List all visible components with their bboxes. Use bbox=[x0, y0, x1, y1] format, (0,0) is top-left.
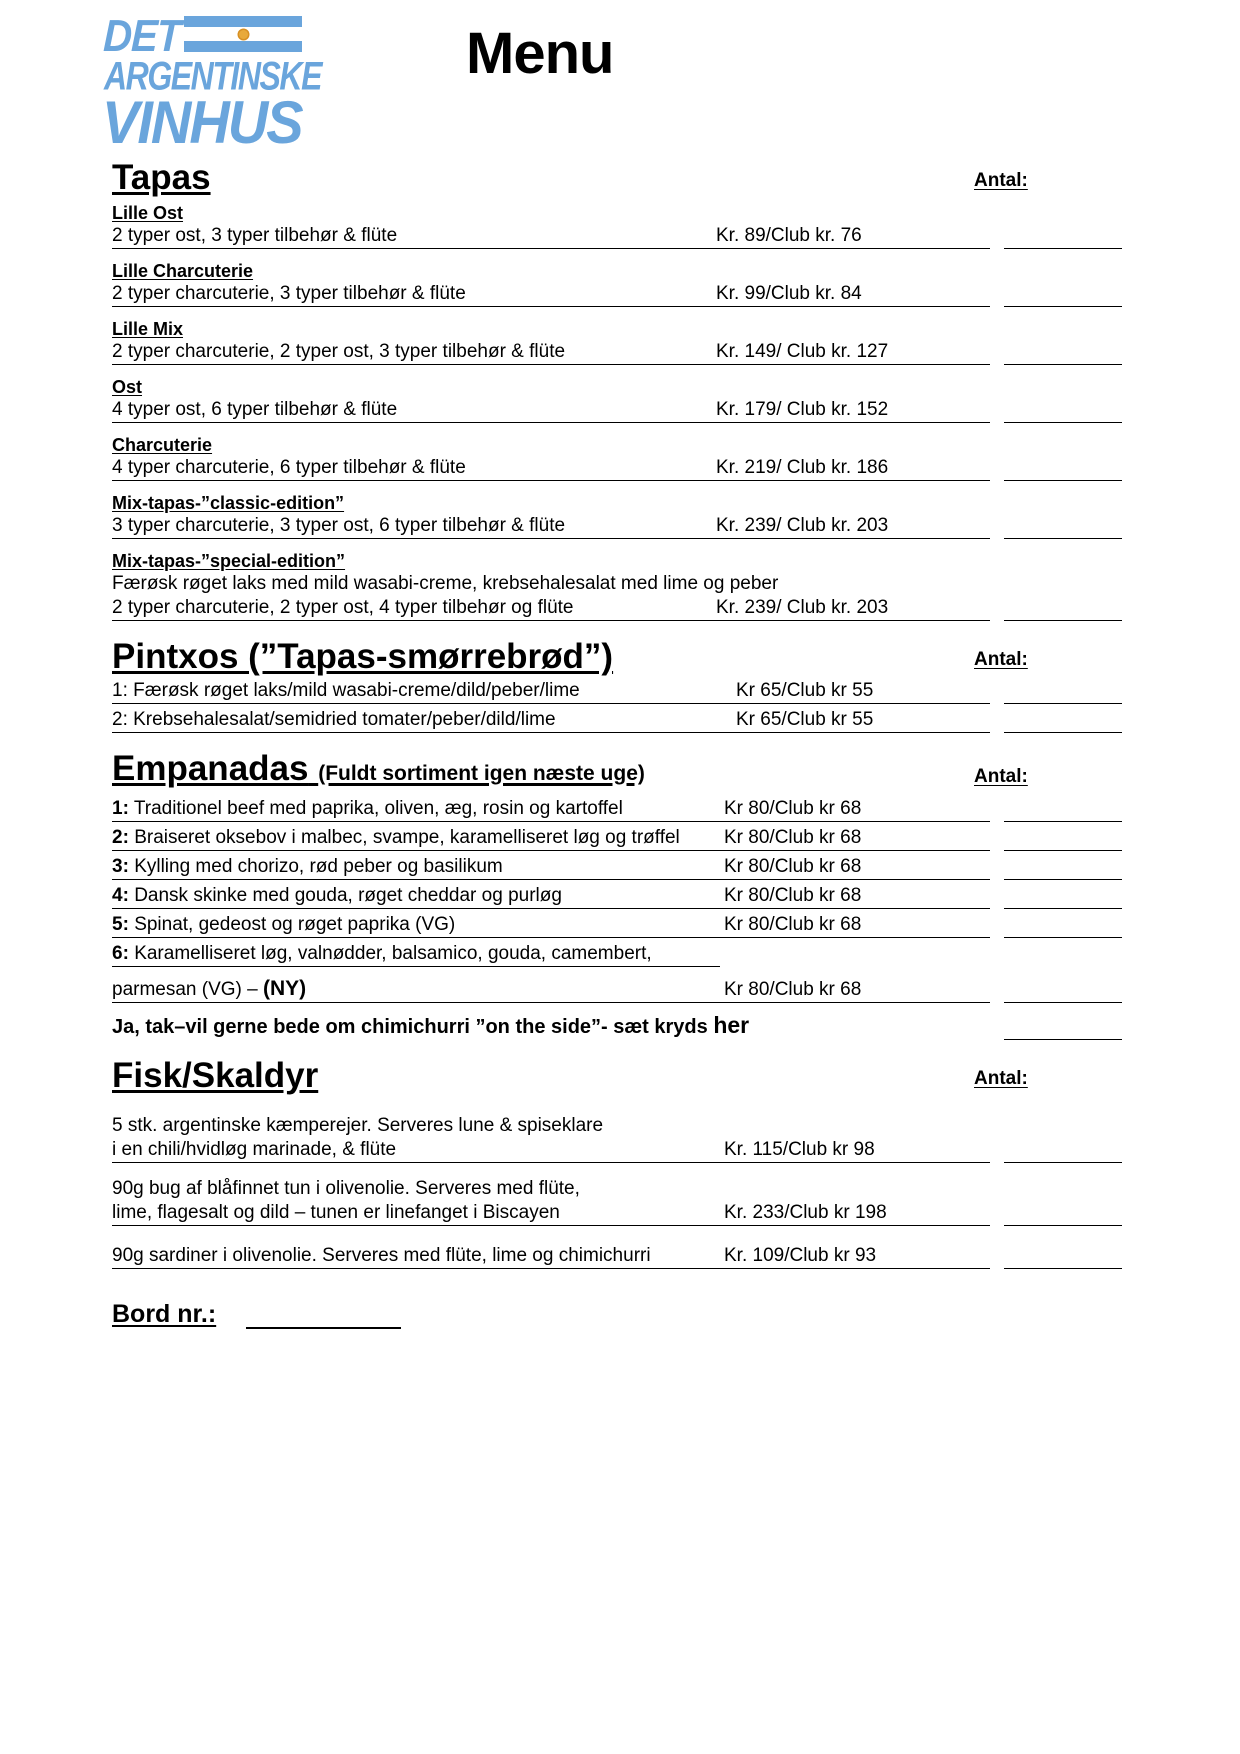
item-description bbox=[112, 913, 720, 938]
item-row bbox=[112, 514, 1122, 539]
item-row bbox=[112, 1138, 1122, 1163]
item-description: 2: Krebsehalesalat/semidried tomater/peber/dild/lime bbox=[112, 708, 732, 733]
menu-content bbox=[0, 158, 1240, 1329]
item-description bbox=[112, 884, 720, 909]
item-row bbox=[112, 456, 1122, 481]
menu-item bbox=[112, 1244, 1122, 1269]
item-description: 2 typer charcuterie, 2 typer ost, 3 typer tilbehør & flüte bbox=[112, 340, 712, 365]
item-row bbox=[112, 913, 1122, 938]
item-description bbox=[112, 797, 720, 822]
item-number: 5: bbox=[112, 914, 129, 935]
item-row bbox=[112, 797, 1122, 822]
table-number-input-blank[interactable] bbox=[246, 1307, 401, 1329]
item-description-text: Kylling med chorizo, rød peber og basilikum bbox=[134, 856, 503, 877]
menu-item bbox=[112, 434, 1122, 481]
antal-input-blank[interactable] bbox=[1004, 345, 1122, 365]
antal-input-blank bbox=[1004, 947, 1122, 967]
antal-input-blank[interactable] bbox=[1004, 918, 1122, 938]
item-description: lime, flagesalt og dild – tunen er linefanget i Biscayen bbox=[112, 1201, 720, 1226]
item-price: Kr. 179/ Club kr. 152 bbox=[712, 398, 902, 423]
flag-stripe-bottom bbox=[184, 41, 302, 52]
item-description: 3 typer charcuterie, 3 typer ost, 6 typer tilbehør & flüte bbox=[112, 514, 712, 539]
logo-text-det: DET bbox=[102, 11, 182, 62]
item-row bbox=[112, 977, 1122, 1003]
item-name: Ost bbox=[112, 377, 143, 397]
antal-header-fisk: Antal: bbox=[974, 1068, 1028, 1089]
antal-input-blank[interactable] bbox=[1004, 802, 1122, 822]
leader-line bbox=[895, 879, 990, 880]
antal-input-blank[interactable] bbox=[1004, 1143, 1122, 1163]
logo-top-row bbox=[102, 11, 304, 62]
item-price: Kr. 109/Club kr 93 bbox=[720, 1244, 895, 1269]
leader-line bbox=[895, 821, 990, 822]
leader-line bbox=[902, 480, 990, 481]
item-price: Kr. 233/Club kr 198 bbox=[720, 1201, 895, 1226]
leader-line bbox=[902, 364, 990, 365]
antal-input-blank[interactable] bbox=[1004, 229, 1122, 249]
item-number: 3: bbox=[112, 856, 129, 877]
section-title-pintxos: Pintxos (”Tapas-smørrebrød”) bbox=[112, 637, 614, 676]
item-number: 4: bbox=[112, 885, 129, 906]
leader-line bbox=[895, 937, 990, 938]
item-description-text: Spinat, gedeost og røget paprika (VG) bbox=[134, 914, 456, 935]
leader-line bbox=[895, 850, 990, 851]
page-header bbox=[0, 0, 1240, 158]
item-row bbox=[112, 826, 1122, 851]
section-gap bbox=[112, 1040, 1122, 1056]
antal-input-blank[interactable] bbox=[1004, 1206, 1122, 1226]
section-subtitle: (Fuldt sortiment igen næste uge) bbox=[318, 762, 645, 785]
flag-sun-icon bbox=[239, 30, 248, 39]
item-number: 1: bbox=[112, 798, 129, 819]
item-price: Kr. 239/ Club kr. 203 bbox=[712, 514, 902, 539]
page-title: Menu bbox=[466, 21, 614, 86]
item-row bbox=[112, 942, 1122, 967]
item-extra-description: Færøsk røget laks med mild wasabi-creme, krebsehalesalat med lime og peber bbox=[112, 573, 779, 594]
item-description: 4 typer ost, 6 typer tilbehør & flüte bbox=[112, 398, 712, 423]
item-name: Mix-tapas-”classic-edition” bbox=[112, 493, 345, 513]
item-price: Kr 80/Club kr 68 bbox=[720, 913, 895, 938]
antal-header-tapas: Antal: bbox=[974, 170, 1028, 191]
item-description-text: Dansk skinke med gouda, røget cheddar og purløg bbox=[134, 885, 562, 906]
item-row bbox=[112, 855, 1122, 880]
table-number-row bbox=[112, 1299, 1122, 1329]
item-name: Lille Charcuterie bbox=[112, 261, 254, 281]
antal-header-pintxos: Antal: bbox=[974, 649, 1028, 670]
leader-line bbox=[902, 248, 990, 249]
leader-line bbox=[902, 422, 990, 423]
antal-input-blank[interactable] bbox=[1004, 287, 1122, 307]
section-header-tapas bbox=[112, 158, 1122, 198]
leader-line bbox=[895, 908, 990, 909]
antal-input-blank[interactable] bbox=[1004, 519, 1122, 539]
new-badge: (NY) bbox=[263, 977, 307, 1000]
antal-input-blank[interactable] bbox=[1004, 1249, 1122, 1269]
menu-item bbox=[112, 550, 1122, 621]
item-row bbox=[112, 1201, 1122, 1226]
item-row bbox=[112, 340, 1122, 365]
item-description: 90g sardiner i olivenolie. Serveres med flüte, lime og chimichurri bbox=[112, 1244, 720, 1269]
item-name: Lille Ost bbox=[112, 203, 184, 223]
chimichurri-note-text: Ja, tak–vil gerne bede om chimichurri ”on the side”- sæt kryds bbox=[112, 1016, 714, 1038]
item-description-text: parmesan (VG) – bbox=[112, 979, 263, 1000]
section-gap bbox=[112, 733, 1122, 749]
section-header-pintxos bbox=[112, 637, 1122, 677]
leader-line bbox=[902, 620, 990, 621]
menu-item bbox=[112, 260, 1122, 307]
menu-item bbox=[112, 202, 1122, 249]
leader-line bbox=[895, 1268, 990, 1269]
antal-input-blank[interactable] bbox=[1004, 713, 1122, 733]
antal-input-blank[interactable] bbox=[1004, 684, 1122, 704]
item-name: Mix-tapas-”special-edition” bbox=[112, 551, 346, 571]
item-description: 4 typer charcuterie, 6 typer tilbehør & flüte bbox=[112, 456, 712, 481]
item-price: Kr. 115/Club kr 98 bbox=[720, 1138, 895, 1163]
antal-input-blank[interactable] bbox=[1004, 601, 1122, 621]
item-description: 2 typer ost, 3 typer tilbehør & flüte bbox=[112, 224, 712, 249]
item-price: Kr 80/Club kr 68 bbox=[720, 884, 895, 909]
menu-item bbox=[112, 318, 1122, 365]
leader-line bbox=[907, 703, 990, 704]
item-price: Kr 80/Club kr 68 bbox=[720, 826, 895, 851]
logo-text-argentinske: ARGENTINSKE bbox=[104, 53, 321, 98]
antal-input-blank[interactable] bbox=[1004, 983, 1122, 1003]
menu-item bbox=[112, 492, 1122, 539]
leader-line bbox=[895, 1002, 990, 1003]
item-description bbox=[112, 855, 720, 880]
item-description-line1: 90g bug af blåfinnet tun i olivenolie. Serveres med flüte, bbox=[112, 1178, 580, 1199]
item-number: 6: bbox=[112, 943, 129, 964]
item-row bbox=[112, 282, 1122, 307]
antal-input-blank[interactable] bbox=[1004, 860, 1122, 880]
restaurant-logo bbox=[102, 11, 321, 156]
section-header-empanadas bbox=[112, 749, 1122, 794]
chimichurri-note-emphasis: her bbox=[713, 1012, 750, 1038]
menu-item bbox=[112, 1177, 1122, 1226]
antal-input-blank[interactable] bbox=[1004, 403, 1122, 423]
item-description-text: Braiseret oksebov i malbec, svampe, karamelliseret løg og trøffel bbox=[134, 827, 680, 848]
item-price: Kr. 89/Club kr. 76 bbox=[712, 224, 902, 249]
item-name: Lille Mix bbox=[112, 319, 184, 339]
item-row bbox=[112, 1244, 1122, 1269]
item-row bbox=[112, 884, 1122, 909]
item-row bbox=[112, 708, 1122, 733]
antal-input-blank[interactable] bbox=[1004, 831, 1122, 851]
section-title-text: Empanadas bbox=[112, 749, 309, 788]
chimichurri-note-row bbox=[112, 1012, 1122, 1040]
section-title-tapas: Tapas bbox=[112, 158, 211, 197]
item-price: Kr 80/Club kr 68 bbox=[720, 978, 895, 1003]
antal-header-empanadas: Antal: bbox=[974, 766, 1028, 787]
antal-input-blank[interactable] bbox=[1004, 461, 1122, 481]
logo-text-vinhus: VINHUS bbox=[102, 87, 302, 156]
item-description: i en chili/hvidløg marinade, & flüte bbox=[112, 1138, 720, 1163]
table-number-label: Bord nr.: bbox=[112, 1300, 217, 1328]
chimichurri-note bbox=[112, 1012, 895, 1040]
item-price: Kr 80/Club kr 68 bbox=[720, 855, 895, 880]
item-description: 1: Færøsk røget laks/mild wasabi-creme/dild/peber/lime bbox=[112, 679, 732, 704]
item-description: 2 typer charcuterie, 3 typer tilbehør & flüte bbox=[112, 282, 712, 307]
item-price: Kr. 99/Club kr. 84 bbox=[712, 282, 902, 307]
section-header-fisk bbox=[112, 1056, 1122, 1096]
antal-input-blank[interactable] bbox=[1004, 889, 1122, 909]
menu-item bbox=[112, 1114, 1122, 1163]
menu-item bbox=[112, 376, 1122, 423]
leader-line bbox=[907, 732, 990, 733]
leader-line bbox=[902, 538, 990, 539]
item-description-text: Karamelliseret løg, valnødder, balsamico, gouda, camembert, bbox=[134, 943, 652, 964]
item-description: 2 typer charcuterie, 2 typer ost, 4 typer tilbehør og flüte bbox=[112, 596, 712, 621]
item-row bbox=[112, 679, 1122, 704]
leader-line bbox=[895, 1225, 990, 1226]
item-price: Kr. 219/ Club kr. 186 bbox=[712, 456, 902, 481]
item-row bbox=[112, 224, 1122, 249]
section-title-empanadas bbox=[112, 749, 645, 794]
item-description bbox=[112, 942, 720, 967]
item-price: Kr. 149/ Club kr. 127 bbox=[712, 340, 902, 365]
section-gap bbox=[112, 621, 1122, 637]
item-price: Kr 80/Club kr 68 bbox=[720, 797, 895, 822]
item-price: Kr 65/Club kr 55 bbox=[732, 708, 907, 733]
argentina-flag-icon bbox=[184, 16, 302, 52]
leader-line bbox=[902, 306, 990, 307]
item-description-continued bbox=[112, 977, 720, 1003]
item-description-text: Traditionel beef med paprika, oliven, æg, rosin og kartoffel bbox=[133, 798, 623, 819]
leader-line bbox=[895, 1162, 990, 1163]
chimichurri-checkbox-blank[interactable] bbox=[1004, 1020, 1122, 1040]
flag-stripe-top bbox=[184, 16, 302, 27]
section-title-fisk: Fisk/Skaldyr bbox=[112, 1056, 319, 1095]
item-price: Kr. 239/ Club kr. 203 bbox=[712, 596, 902, 621]
item-row bbox=[112, 398, 1122, 423]
item-name: Charcuterie bbox=[112, 435, 213, 455]
item-description bbox=[112, 826, 720, 851]
item-description-line1: 5 stk. argentinske kæmperejer. Serveres lune & spiseklare bbox=[112, 1115, 604, 1136]
item-price: Kr 65/Club kr 55 bbox=[732, 679, 907, 704]
item-row bbox=[112, 596, 1122, 621]
item-number: 2: bbox=[112, 827, 129, 848]
